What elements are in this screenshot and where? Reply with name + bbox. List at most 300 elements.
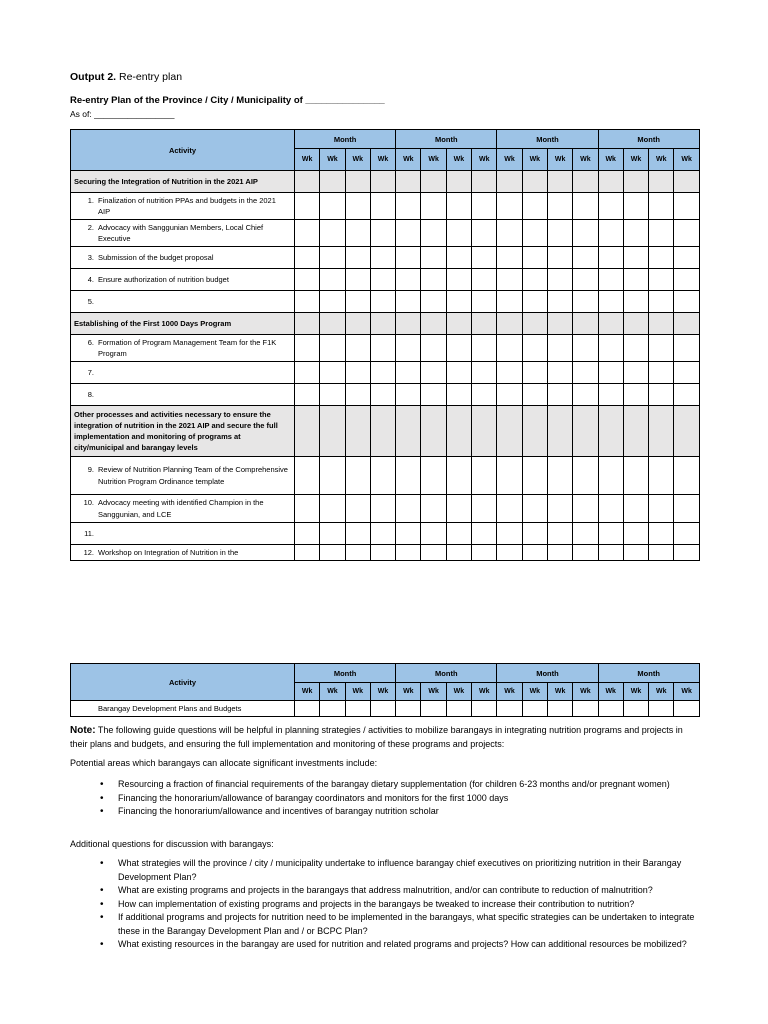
week-cell[interactable]: [547, 220, 572, 247]
week-cell[interactable]: [598, 523, 623, 545]
week-cell[interactable]: [345, 523, 370, 545]
week-cell[interactable]: [472, 545, 497, 561]
week-cell[interactable]: [547, 495, 572, 523]
week-cell[interactable]: [674, 335, 699, 362]
week-header: Wk: [497, 683, 522, 701]
week-cell[interactable]: [547, 362, 572, 384]
week-cell[interactable]: [421, 291, 446, 313]
week-cell[interactable]: [598, 171, 623, 193]
week-cell[interactable]: [598, 457, 623, 495]
week-cell[interactable]: [522, 291, 547, 313]
week-cell[interactable]: [522, 335, 547, 362]
week-cell[interactable]: [472, 193, 497, 220]
week-cell[interactable]: [295, 220, 320, 247]
week-cell[interactable]: [472, 406, 497, 457]
week-cell[interactable]: [421, 495, 446, 523]
week-cell[interactable]: [320, 495, 345, 523]
week-cell[interactable]: [396, 495, 421, 523]
week-cell[interactable]: [649, 523, 674, 545]
week-cell[interactable]: [295, 457, 320, 495]
week-cell[interactable]: [370, 384, 395, 406]
week-cell[interactable]: [320, 406, 345, 457]
week-cell[interactable]: [320, 384, 345, 406]
week-cell[interactable]: [421, 313, 446, 335]
week-cell[interactable]: [421, 545, 446, 561]
week-cell[interactable]: [497, 313, 522, 335]
week-cell[interactable]: [547, 523, 572, 545]
activity-header: Activity: [71, 130, 295, 171]
week-cell[interactable]: [598, 335, 623, 362]
week-cell[interactable]: [522, 362, 547, 384]
week-cell[interactable]: [345, 362, 370, 384]
week-cell[interactable]: [472, 291, 497, 313]
week-cell[interactable]: [573, 171, 598, 193]
week-header: Wk: [472, 149, 497, 171]
week-cell[interactable]: [421, 457, 446, 495]
week-cell[interactable]: [345, 313, 370, 335]
week-cell[interactable]: [674, 171, 699, 193]
week-cell[interactable]: [497, 406, 522, 457]
week-cell[interactable]: [497, 384, 522, 406]
week-cell[interactable]: [573, 495, 598, 523]
week-cell[interactable]: [573, 362, 598, 384]
week-cell[interactable]: [623, 291, 648, 313]
week-cell[interactable]: [295, 701, 320, 717]
week-cell[interactable]: [345, 495, 370, 523]
week-cell[interactable]: [497, 220, 522, 247]
week-cell[interactable]: [674, 291, 699, 313]
week-cell[interactable]: [370, 193, 395, 220]
week-cell[interactable]: [370, 406, 395, 457]
week-cell[interactable]: [497, 291, 522, 313]
week-cell[interactable]: [370, 269, 395, 291]
week-cell[interactable]: [623, 384, 648, 406]
week-cell[interactable]: [295, 523, 320, 545]
week-cell[interactable]: [623, 406, 648, 457]
week-cell[interactable]: [497, 362, 522, 384]
week-cell[interactable]: [674, 701, 699, 717]
week-cell[interactable]: [497, 523, 522, 545]
question-item: • How can implementation of existing programs and projects in the barangays be tweaked to increase their contribution to nutrition?: [70, 898, 700, 912]
week-cell[interactable]: [396, 193, 421, 220]
activity-cell: [71, 384, 295, 406]
week-cell[interactable]: [674, 495, 699, 523]
week-cell[interactable]: [320, 291, 345, 313]
week-cell[interactable]: [674, 313, 699, 335]
week-cell[interactable]: [674, 220, 699, 247]
week-cell[interactable]: [497, 171, 522, 193]
week-cell[interactable]: [295, 495, 320, 523]
week-cell[interactable]: [598, 495, 623, 523]
activity-text: Finalization of nutrition PPAs and budgets in the 2021 AIP: [98, 196, 276, 216]
week-cell[interactable]: [674, 457, 699, 495]
week-cell[interactable]: [370, 362, 395, 384]
week-cell[interactable]: [649, 171, 674, 193]
week-cell[interactable]: [396, 701, 421, 717]
week-cell[interactable]: [320, 545, 345, 561]
activity-row: [71, 545, 700, 561]
week-cell[interactable]: [497, 335, 522, 362]
week-cell[interactable]: [396, 247, 421, 269]
week-cell[interactable]: [472, 269, 497, 291]
week-cell[interactable]: [649, 406, 674, 457]
week-cell[interactable]: [446, 313, 471, 335]
activity-text: Review of Nutrition Planning Team of the Comprehensive Nutrition Program Ordinance template: [98, 465, 288, 486]
week-cell[interactable]: [573, 193, 598, 220]
week-cell[interactable]: [295, 362, 320, 384]
week-cell[interactable]: [446, 384, 471, 406]
week-cell[interactable]: [396, 335, 421, 362]
week-cell[interactable]: [446, 406, 471, 457]
week-cell[interactable]: [649, 269, 674, 291]
activity-text: Barangay Development Plans and Budgets: [98, 704, 242, 713]
week-cell[interactable]: [446, 269, 471, 291]
week-cell[interactable]: [345, 291, 370, 313]
week-cell[interactable]: [295, 384, 320, 406]
week-cell[interactable]: [547, 193, 572, 220]
week-cell[interactable]: [623, 247, 648, 269]
week-cell[interactable]: [421, 220, 446, 247]
month-header: Month: [598, 130, 699, 149]
week-cell[interactable]: [320, 313, 345, 335]
week-cell[interactable]: [623, 171, 648, 193]
week-cell[interactable]: [497, 701, 522, 717]
week-cell[interactable]: [598, 247, 623, 269]
week-cell[interactable]: [370, 545, 395, 561]
week-cell[interactable]: [598, 545, 623, 561]
week-cell[interactable]: [649, 335, 674, 362]
activity-row: [71, 701, 700, 717]
output-title: [70, 71, 182, 83]
week-cell[interactable]: [320, 335, 345, 362]
week-cell[interactable]: [547, 406, 572, 457]
week-cell[interactable]: [522, 269, 547, 291]
week-cell[interactable]: [472, 362, 497, 384]
week-cell[interactable]: [446, 291, 471, 313]
week-cell[interactable]: [320, 247, 345, 269]
week-cell[interactable]: [472, 220, 497, 247]
week-cell[interactable]: [547, 171, 572, 193]
week-cell[interactable]: [547, 313, 572, 335]
week-cell[interactable]: [623, 335, 648, 362]
week-cell[interactable]: [649, 291, 674, 313]
week-cell[interactable]: [522, 313, 547, 335]
week-cell[interactable]: [446, 545, 471, 561]
activity-cell: [71, 457, 295, 495]
week-cell[interactable]: [345, 220, 370, 247]
activity-text: Formation of Program Management Team for the F1K Program: [98, 338, 277, 358]
week-cell[interactable]: [547, 335, 572, 362]
week-cell[interactable]: [573, 523, 598, 545]
week-cell[interactable]: [573, 384, 598, 406]
week-cell[interactable]: [573, 335, 598, 362]
week-cell[interactable]: [573, 269, 598, 291]
question-item: • What are existing programs and projects in the barangays that address malnutrition, and/or can contribute to reduction of malnutrition?: [70, 884, 700, 898]
week-cell[interactable]: [623, 313, 648, 335]
week-cell[interactable]: [573, 220, 598, 247]
week-cell[interactable]: [522, 247, 547, 269]
week-cell[interactable]: [522, 701, 547, 717]
week-cell[interactable]: [370, 247, 395, 269]
week-cell[interactable]: [547, 247, 572, 269]
week-cell[interactable]: [472, 523, 497, 545]
week-cell[interactable]: [446, 457, 471, 495]
investment-item: • Resourcing a fraction of financial requirements of the barangay dietary supplementation (for children 6-23 months and/or pregnant women): [70, 778, 700, 792]
week-cell[interactable]: [623, 220, 648, 247]
month-header: Month: [396, 664, 497, 683]
week-cell[interactable]: [421, 193, 446, 220]
week-cell[interactable]: [472, 171, 497, 193]
week-cell[interactable]: [547, 269, 572, 291]
week-cell[interactable]: [370, 171, 395, 193]
week-cell[interactable]: [345, 193, 370, 220]
week-cell[interactable]: [598, 384, 623, 406]
week-header: Wk: [396, 683, 421, 701]
week-cell[interactable]: [522, 495, 547, 523]
week-cell[interactable]: [623, 701, 648, 717]
week-cell[interactable]: [623, 362, 648, 384]
week-cell[interactable]: [396, 523, 421, 545]
week-cell[interactable]: [472, 335, 497, 362]
week-cell[interactable]: [573, 291, 598, 313]
week-cell[interactable]: [649, 362, 674, 384]
week-cell[interactable]: [396, 406, 421, 457]
week-cell[interactable]: [522, 457, 547, 495]
week-cell[interactable]: [345, 545, 370, 561]
week-cell[interactable]: [472, 457, 497, 495]
week-cell[interactable]: [446, 171, 471, 193]
week-cell[interactable]: [623, 545, 648, 561]
week-cell[interactable]: [370, 335, 395, 362]
week-cell[interactable]: [370, 495, 395, 523]
week-cell[interactable]: [396, 362, 421, 384]
week-cell[interactable]: [649, 220, 674, 247]
week-header: Wk: [547, 683, 572, 701]
note-label: Note:: [70, 725, 96, 736]
week-cell[interactable]: [345, 457, 370, 495]
activity-cell: [71, 701, 295, 717]
week-cell[interactable]: [295, 247, 320, 269]
week-cell[interactable]: [320, 220, 345, 247]
week-cell[interactable]: [649, 495, 674, 523]
week-cell[interactable]: [421, 523, 446, 545]
week-cell[interactable]: [320, 523, 345, 545]
week-cell[interactable]: [421, 384, 446, 406]
week-cell[interactable]: [295, 171, 320, 193]
week-cell[interactable]: [674, 362, 699, 384]
activity-row: [71, 193, 700, 220]
week-header: Wk: [573, 149, 598, 171]
week-cell[interactable]: [598, 193, 623, 220]
week-cell[interactable]: [522, 523, 547, 545]
week-cell[interactable]: [674, 193, 699, 220]
week-cell[interactable]: [497, 269, 522, 291]
week-cell[interactable]: [472, 701, 497, 717]
week-cell[interactable]: [573, 247, 598, 269]
week-cell[interactable]: [446, 523, 471, 545]
week-cell[interactable]: [446, 247, 471, 269]
week-cell[interactable]: [598, 291, 623, 313]
week-cell[interactable]: [497, 247, 522, 269]
week-cell[interactable]: [396, 313, 421, 335]
week-cell[interactable]: [598, 406, 623, 457]
activity-text: Workshop on Integration of Nutrition in the: [98, 548, 239, 557]
week-cell[interactable]: [674, 523, 699, 545]
week-cell[interactable]: [497, 545, 522, 561]
week-cell[interactable]: [522, 406, 547, 457]
week-cell[interactable]: [649, 545, 674, 561]
week-cell[interactable]: [345, 701, 370, 717]
week-cell[interactable]: [421, 247, 446, 269]
week-cell[interactable]: [598, 220, 623, 247]
week-cell[interactable]: [573, 313, 598, 335]
week-cell[interactable]: [573, 545, 598, 561]
week-cell[interactable]: [522, 171, 547, 193]
week-cell[interactable]: [370, 313, 395, 335]
week-cell[interactable]: [295, 335, 320, 362]
month-header: Month: [295, 664, 396, 683]
week-cell[interactable]: [295, 313, 320, 335]
week-cell[interactable]: [522, 193, 547, 220]
activity-number: 12.: [83, 548, 94, 557]
week-cell[interactable]: [320, 701, 345, 717]
week-cell[interactable]: [547, 457, 572, 495]
week-cell[interactable]: [649, 193, 674, 220]
week-cell[interactable]: [649, 457, 674, 495]
week-cell[interactable]: [370, 701, 395, 717]
week-cell[interactable]: [295, 269, 320, 291]
week-cell[interactable]: [547, 384, 572, 406]
week-cell[interactable]: [345, 247, 370, 269]
week-cell[interactable]: [421, 701, 446, 717]
week-cell[interactable]: [320, 362, 345, 384]
week-cell[interactable]: [649, 701, 674, 717]
week-cell[interactable]: [522, 545, 547, 561]
week-cell[interactable]: [320, 457, 345, 495]
week-cell[interactable]: [320, 269, 345, 291]
week-cell[interactable]: [345, 384, 370, 406]
week-cell[interactable]: [472, 495, 497, 523]
section-row: [71, 313, 700, 335]
week-cell[interactable]: [674, 545, 699, 561]
week-cell[interactable]: [573, 701, 598, 717]
week-cell[interactable]: [396, 220, 421, 247]
activity-row: [71, 457, 700, 495]
week-cell[interactable]: [472, 384, 497, 406]
week-cell[interactable]: [674, 384, 699, 406]
week-cell[interactable]: [649, 384, 674, 406]
week-cell[interactable]: [345, 406, 370, 457]
activity-cell: [71, 247, 295, 269]
week-cell[interactable]: [547, 701, 572, 717]
week-cell[interactable]: [396, 269, 421, 291]
week-cell[interactable]: [446, 701, 471, 717]
week-cell[interactable]: [522, 220, 547, 247]
week-cell[interactable]: [598, 701, 623, 717]
week-cell[interactable]: [522, 384, 547, 406]
week-header: Wk: [295, 149, 320, 171]
week-cell[interactable]: [623, 193, 648, 220]
week-cell[interactable]: [674, 269, 699, 291]
week-cell[interactable]: [370, 220, 395, 247]
activity-number: 5.: [87, 297, 94, 306]
week-cell[interactable]: [320, 171, 345, 193]
week-header: Wk: [674, 149, 699, 171]
week-cell[interactable]: [649, 313, 674, 335]
week-cell[interactable]: [396, 384, 421, 406]
week-cell[interactable]: [623, 269, 648, 291]
week-cell[interactable]: [446, 362, 471, 384]
activity-text: Submission of the budget proposal: [98, 253, 214, 262]
week-cell[interactable]: [623, 523, 648, 545]
activity-row: [71, 384, 700, 406]
week-cell[interactable]: [674, 406, 699, 457]
week-cell[interactable]: [345, 269, 370, 291]
week-cell[interactable]: [421, 335, 446, 362]
week-cell[interactable]: [446, 495, 471, 523]
week-cell[interactable]: [598, 313, 623, 335]
week-cell[interactable]: [295, 545, 320, 561]
week-cell[interactable]: [446, 193, 471, 220]
week-cell[interactable]: [472, 247, 497, 269]
week-cell[interactable]: [295, 406, 320, 457]
week-cell[interactable]: [370, 457, 395, 495]
week-cell[interactable]: [421, 269, 446, 291]
week-cell[interactable]: [421, 362, 446, 384]
week-cell[interactable]: [649, 247, 674, 269]
week-cell[interactable]: [396, 545, 421, 561]
month-header: Month: [295, 130, 396, 149]
week-cell[interactable]: [598, 269, 623, 291]
activity-number: 2.: [87, 223, 94, 232]
week-cell[interactable]: [573, 406, 598, 457]
week-cell[interactable]: [370, 523, 395, 545]
week-cell[interactable]: [497, 495, 522, 523]
week-cell[interactable]: [396, 171, 421, 193]
reentry-plan-table: [70, 129, 700, 561]
week-cell[interactable]: [421, 171, 446, 193]
as-of-line: As of: _________________: [70, 109, 175, 119]
week-cell[interactable]: [345, 171, 370, 193]
week-cell[interactable]: [320, 193, 345, 220]
week-cell[interactable]: [623, 457, 648, 495]
week-cell[interactable]: [295, 193, 320, 220]
week-cell[interactable]: [674, 247, 699, 269]
week-cell[interactable]: [547, 291, 572, 313]
activity-cell: [71, 193, 295, 220]
week-cell[interactable]: [370, 291, 395, 313]
week-header: Wk: [649, 149, 674, 171]
week-header: Wk: [497, 149, 522, 171]
activity-cell: [71, 291, 295, 313]
week-cell[interactable]: [573, 457, 598, 495]
week-cell[interactable]: [421, 406, 446, 457]
week-cell[interactable]: [396, 291, 421, 313]
week-cell[interactable]: [547, 545, 572, 561]
week-cell[interactable]: [345, 335, 370, 362]
week-cell[interactable]: [295, 291, 320, 313]
week-cell[interactable]: [497, 193, 522, 220]
week-cell[interactable]: [598, 362, 623, 384]
week-cell[interactable]: [446, 335, 471, 362]
week-header: Wk: [623, 683, 648, 701]
week-cell[interactable]: [497, 457, 522, 495]
week-cell[interactable]: [623, 495, 648, 523]
activity-number: 1.: [87, 196, 94, 205]
week-cell[interactable]: [472, 313, 497, 335]
week-cell[interactable]: [446, 220, 471, 247]
week-cell[interactable]: [396, 457, 421, 495]
